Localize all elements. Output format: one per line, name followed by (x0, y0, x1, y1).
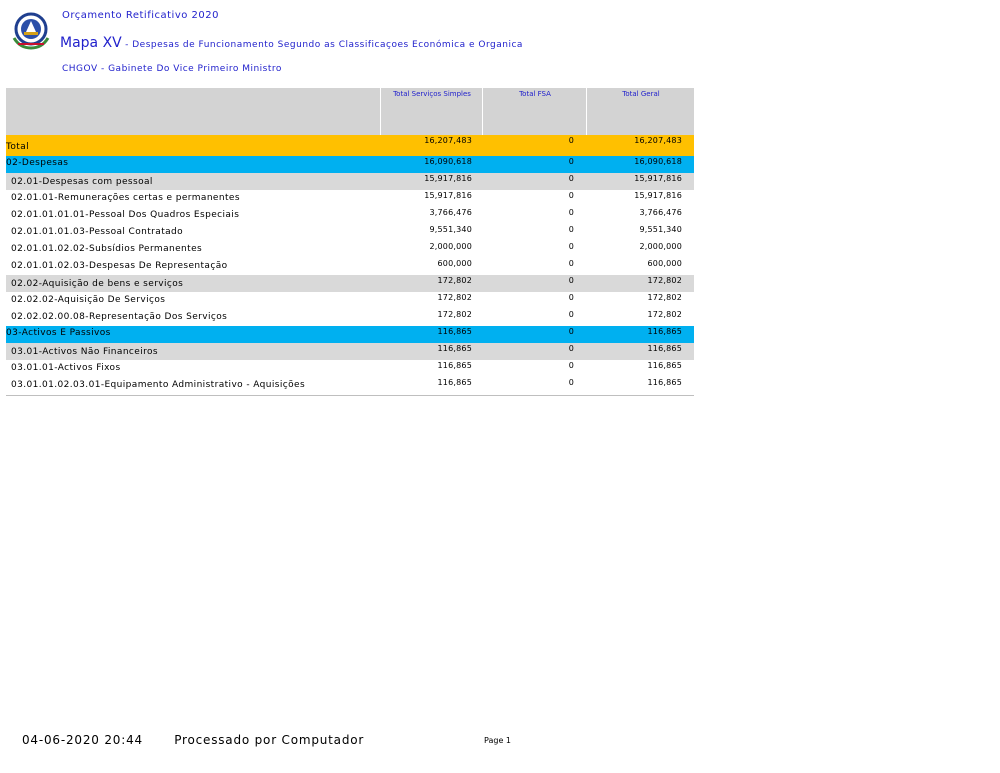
row-label: 02.02-Aquisição de bens e serviços (11, 279, 184, 289)
row-label: 02.01.01-Remunerações certas e permanentes (11, 193, 240, 203)
value-fsa: 0 (568, 259, 574, 268)
value-total-geral: 15,917,816 (634, 174, 682, 183)
table-row (6, 173, 694, 190)
table-row (6, 224, 694, 241)
row-label: Total (6, 142, 30, 152)
table-row (6, 207, 694, 224)
value-fsa: 0 (568, 208, 574, 217)
footer-timestamp: 04-06-2020 20:44 (22, 733, 143, 747)
row-label: 02.01-Despesas com pessoal (11, 177, 153, 187)
organization-label: CHGOV - Gabinete Do Vice Primeiro Ministro (62, 64, 282, 74)
table-row (6, 190, 694, 207)
value-servicos-simples: 2,000,000 (429, 242, 472, 251)
value-servicos-simples: 15,917,816 (424, 174, 472, 183)
footer-info (22, 733, 364, 747)
value-total-geral: 172,802 (647, 276, 682, 285)
row-label: 02.01.01.02.03-Despesas De Representação (11, 261, 228, 271)
table-row (6, 326, 694, 343)
value-fsa: 0 (568, 344, 574, 353)
table-header (6, 88, 694, 135)
column-header-total-servicos-simples: Total Serviços Simples (380, 88, 483, 135)
value-servicos-simples: 3,766,476 (429, 208, 472, 217)
value-fsa: 0 (568, 191, 574, 200)
value-fsa: 0 (568, 225, 574, 234)
table-row (6, 241, 694, 258)
value-servicos-simples: 172,802 (437, 276, 472, 285)
row-label: 02.01.01.01.01-Pessoal Dos Quadros Especiais (11, 210, 240, 220)
value-fsa: 0 (568, 293, 574, 302)
value-total-geral: 15,917,816 (634, 191, 682, 200)
value-fsa: 0 (568, 276, 574, 285)
value-fsa: 0 (568, 378, 574, 387)
row-label: 03-Activos E Passivos (6, 328, 111, 338)
value-total-geral: 9,551,340 (639, 225, 682, 234)
budget-table (6, 88, 694, 396)
map-subtitle: Despesas de Funcionamento Segundo as Classificaçoes Económica e Organica (132, 40, 523, 50)
value-total-geral: 116,865 (647, 344, 682, 353)
table-end-divider (6, 395, 694, 396)
table-row (6, 156, 694, 173)
page-number: Page 1 (484, 736, 511, 745)
row-label: 02.02.02-Aquisição De Serviços (11, 295, 166, 305)
table-row (6, 292, 694, 309)
value-total-geral: 600,000 (647, 259, 682, 268)
value-total-geral: 116,865 (647, 327, 682, 336)
table-row (6, 377, 694, 394)
value-fsa: 0 (568, 242, 574, 251)
document-title: Orçamento Retificativo 2020 (62, 10, 219, 21)
value-servicos-simples: 116,865 (437, 378, 472, 387)
value-total-geral: 172,802 (647, 293, 682, 302)
coat-of-arms-logo (10, 10, 52, 52)
row-label: 03.01-Activos Não Financeiros (11, 347, 159, 357)
value-total-geral: 16,090,618 (634, 157, 682, 166)
column-header-total-geral: Total Geral (586, 88, 695, 135)
table-row (6, 275, 694, 292)
value-total-geral: 3,766,476 (639, 208, 682, 217)
value-servicos-simples: 16,090,618 (424, 157, 472, 166)
table-row (6, 309, 694, 326)
row-label: 02-Despesas (6, 158, 69, 168)
table-row (6, 360, 694, 377)
value-servicos-simples: 600,000 (437, 259, 472, 268)
value-total-geral: 116,865 (647, 378, 682, 387)
value-fsa: 0 (568, 157, 574, 166)
value-fsa: 0 (568, 361, 574, 370)
value-fsa: 0 (568, 310, 574, 319)
row-label: 03.01.01-Activos Fixos (11, 363, 121, 373)
value-servicos-simples: 9,551,340 (429, 225, 472, 234)
map-separator: - (121, 40, 133, 50)
table-row (6, 135, 694, 156)
value-fsa: 0 (568, 136, 574, 145)
value-total-geral: 16,207,483 (634, 136, 682, 145)
value-servicos-simples: 16,207,483 (424, 136, 472, 145)
value-servicos-simples: 116,865 (437, 361, 472, 370)
footer-processed-by: Processado por Computador (174, 733, 365, 747)
value-fsa: 0 (568, 174, 574, 183)
table-body (6, 135, 694, 394)
table-row (6, 343, 694, 360)
value-servicos-simples: 116,865 (437, 344, 472, 353)
value-fsa: 0 (568, 327, 574, 336)
value-total-geral: 172,802 (647, 310, 682, 319)
value-total-geral: 2,000,000 (639, 242, 682, 251)
map-heading (60, 32, 523, 51)
column-header-total-fsa: Total FSA (482, 88, 587, 135)
row-label: 02.01.01.02.02-Subsídios Permanentes (11, 244, 203, 254)
value-servicos-simples: 172,802 (437, 310, 472, 319)
value-servicos-simples: 116,865 (437, 327, 472, 336)
row-label: 02.01.01.01.03-Pessoal Contratado (11, 227, 184, 237)
value-total-geral: 116,865 (647, 361, 682, 370)
value-servicos-simples: 15,917,816 (424, 191, 472, 200)
map-title: Mapa XV (60, 35, 122, 51)
row-label: 02.02.02.00.08-Representação Dos Serviços (11, 312, 228, 322)
value-servicos-simples: 172,802 (437, 293, 472, 302)
table-row (6, 258, 694, 275)
row-label: 03.01.01.02.03.01-Equipamento Administrativo - Aquisições (11, 380, 306, 390)
